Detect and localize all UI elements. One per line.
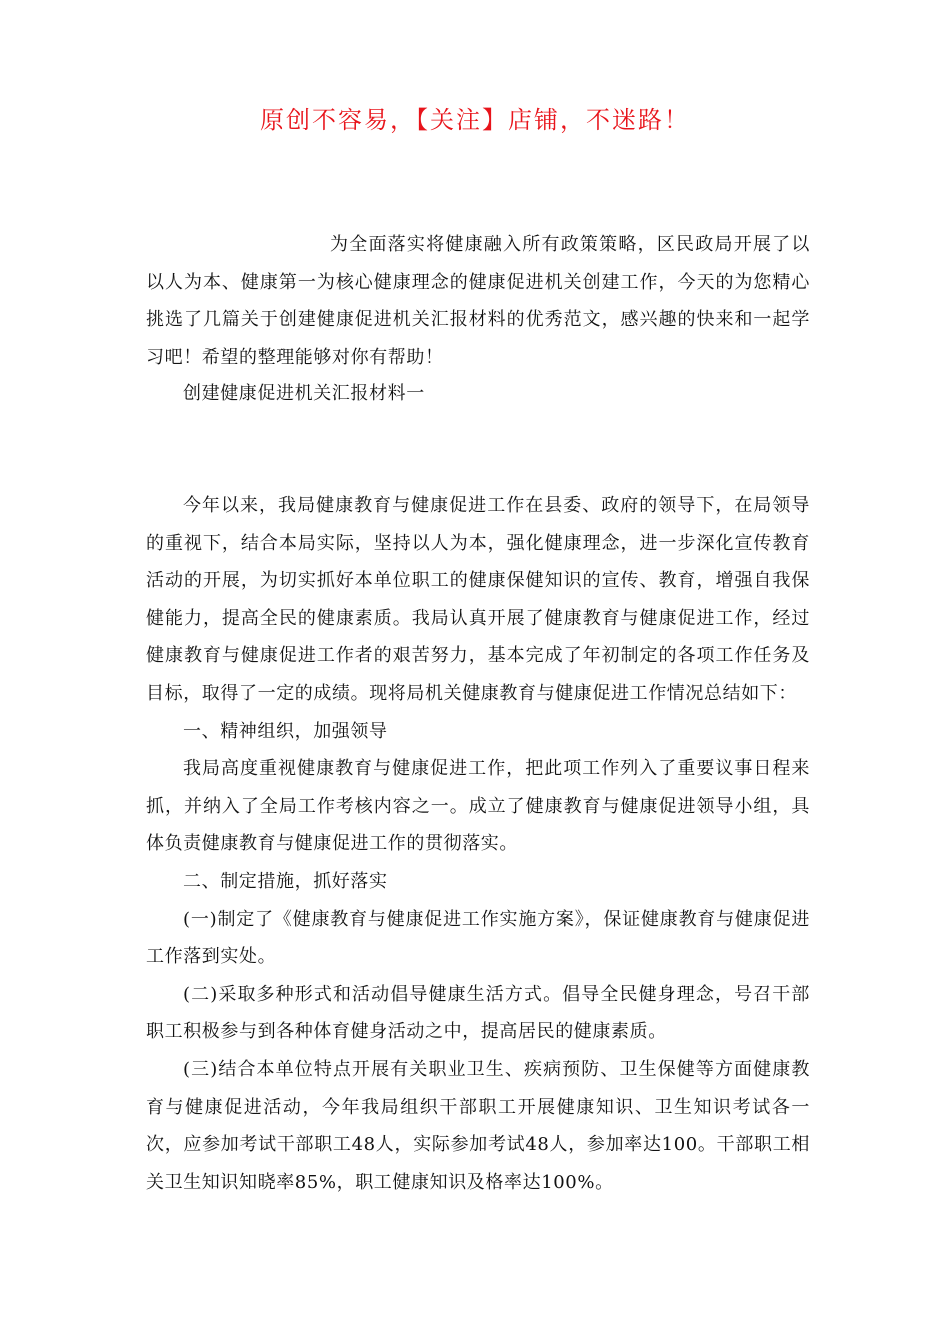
body-text bbox=[146, 487, 810, 1201]
paragraph-measure-1: (一)制定了《健康教育与健康促进工作实施方案》，保证健康教育与健康促进工作落到实处。 bbox=[146, 908, 810, 968]
paragraph-organization: 我局高度重视健康教育与健康促进工作，把此项工作列入了重要议事日程来抓，并纳入了全局工作考核内容之一。成立了健康教育与健康促进领导小组，具体负责健康教育与健康促进工作的贯彻落实。 bbox=[146, 758, 810, 855]
paragraph-measure-3: (三)结合本单位特点开展有关职业卫生、疾病预防、卫生保健等方面健康教育与健康促进活动，今年我局组织干部职工开展健康知识、卫生知识考试各一次，应参加考试干部职工48人，实际参加考试48人，参加率达100。干部职工相关卫生知识知晓率85%，职工健康知识及格率达100%。 bbox=[146, 1058, 810, 1193]
section-subtitle: 创建健康促进机关汇报材料一 bbox=[183, 383, 425, 404]
intro-paragraph: 为全面落实将健康融入所有政策策略，区民政局开展了以以人为本、健康第一为核心健康理念的健康促进机关创建工作，今天的为您精心挑选了几篇关于创建健康促进机关汇报材料的优秀范文，感兴趣的快来和一起学习吧！希望的整理能够对你有帮助！ bbox=[146, 234, 810, 368]
paragraph-measure-2: (二)采取多种形式和活动倡导健康生活方式。倡导全民健身理念，号召干部职工积极参与到各种体育健身活动之中，提高居民的健康素质。 bbox=[146, 983, 810, 1043]
promo-banner: 原创不容易，【关注】店铺，不迷路！ bbox=[260, 106, 690, 134]
heading-organization: 一、精神组织，加强领导 bbox=[183, 720, 388, 742]
paragraph-summary: 今年以来，我局健康教育与健康促进工作在县委、政府的领导下，在局领导的重视下，结合本局实际，坚持以人为本，强化健康理念，进一步深化宣传教育活动的开展，为切实抓好本单位职工的健康保健知识的宣传、教育，增强自我保健能力，提高全民的健康素质。我局认真开展了健康教育与健康促进工作，经过健康教育与健康促进工作者的艰苦努力，基本完成了年初制定的各项工作任务及目标，取得了一定的成绩。现将局机关健康教育与健康促进工作情况总结如下： bbox=[146, 495, 810, 704]
heading-measures: 二、制定措施，抓好落实 bbox=[183, 870, 388, 892]
